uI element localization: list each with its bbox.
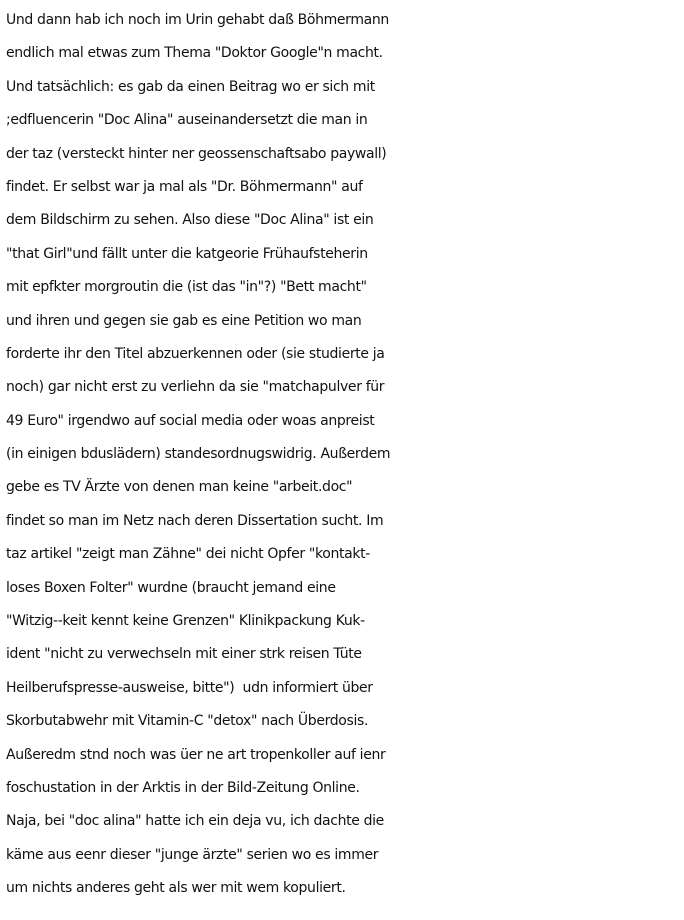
- text-line: dem Bildschirm zu sehen. Also diese "Doc Alina" ist ein: [6, 212, 374, 229]
- text-line: ;edfluencerin "Doc Alina" auseinandersetzt die man in: [6, 112, 368, 129]
- text-line: mit epfkter morgroutin die (ist das "in"?) "Bett macht": [6, 279, 367, 296]
- text-line: Naja, bei "doc alina" hatte ich ein deja vu, ich dachte die: [6, 813, 384, 830]
- text-line: und ihren und gegen sie gab es eine Petition wo man: [6, 312, 362, 329]
- text-line: Und dann hab ich noch im Urin gehabt daß Böhmermann: [6, 12, 389, 28]
- text-line: 49 Euro" irgendwo auf social media oder woas anpreist: [6, 412, 375, 429]
- text-line: taz artikel "zeigt man Zähne" dei nicht Opfer "kontakt-: [6, 546, 370, 563]
- text-line: ident "nicht zu verwechseln mit einer strk reisen Tüte: [6, 646, 362, 663]
- text-line: "that Girl"und fällt unter die katgeorie Frühaufsteherin: [6, 245, 368, 262]
- text-line: käme aus eenr dieser "junge ärzte" serien wo es immer: [6, 846, 379, 863]
- text-line: endlich mal etwas zum Thema "Doktor Google"n macht.: [6, 45, 383, 62]
- text-line: noch) gar nicht erst zu verliehn da sie "matchapulver für: [6, 379, 385, 396]
- text-line: findet. Er selbst war ja mal als "Dr. Böhmermann" auf: [6, 178, 363, 195]
- text-line: findet so man im Netz nach deren Dissertation sucht. Im: [6, 512, 384, 529]
- paragraph: [6, 4, 684, 906]
- text-line: foschustation in der Arktis in der Bild-Zeitung Online.: [6, 779, 360, 796]
- text-line: Und tatsächlich: es gab da einen Beitrag wo er sich mit: [6, 78, 375, 95]
- text-line: (in einigen bduslädern) standesordnugswidrig. Außerdem: [6, 446, 391, 463]
- text-line: um nichts anderes geht als wer mit wem kopuliert.: [6, 880, 346, 897]
- text-line: "Witzig--keit kennt keine Grenzen" Klinikpackung Kuk-: [6, 613, 365, 630]
- text-line: gebe es TV Ärzte von denen man keine "arbeit.doc": [6, 479, 353, 496]
- text-line: loses Boxen Folter" wurdne (braucht jemand eine: [6, 579, 336, 596]
- text-line: Heilberufspresse-ausweise, bitte") udn informiert über: [6, 679, 373, 696]
- text-line: der taz (versteckt hinter ner geossenschaftsabo paywall): [6, 145, 387, 162]
- text-line: forderte ihr den Titel abzuerkennen oder (sie studierte ja: [6, 345, 385, 362]
- text-line: Außeredm stnd noch was üer ne art tropenkoller auf ienr: [6, 746, 386, 763]
- text-line: Skorbutabwehr mit Vitamin-C "detox" nach Überdosis.: [6, 713, 369, 730]
